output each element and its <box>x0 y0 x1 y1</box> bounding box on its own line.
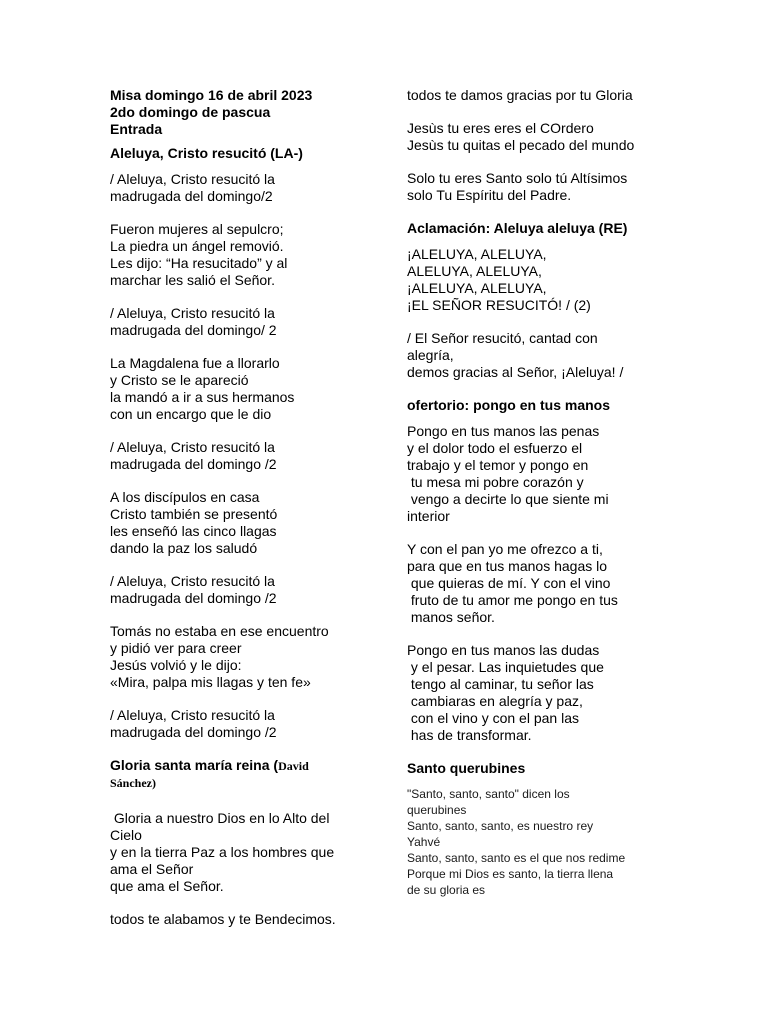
section-heading: Aclamación: Aleluya aleluya (RE) <box>407 220 628 236</box>
lyric-line: Jesùs tu eres eres el COrdero <box>407 120 594 136</box>
lyric-line: y en la tierra Paz a los hombres que <box>110 844 335 860</box>
section-heading: Santo querubines <box>407 760 526 776</box>
lyric-line: Pongo en tus manos las penas <box>407 423 600 439</box>
lyric-line: fruto de tu amor me pongo en tus <box>407 592 618 608</box>
lyric-line: Solo tu eres Santo solo tú Altísimos <box>407 170 628 186</box>
lyric-line: ¡EL SEÑOR RESUCITÓ! / (2) <box>407 297 591 313</box>
lyrics-stanza <box>407 120 707 154</box>
lyric-line: interior <box>407 508 450 524</box>
left-flow <box>110 145 375 741</box>
left-column <box>110 87 375 944</box>
lyric-line: tu mesa mi pobre corazón y <box>407 474 584 490</box>
lyric-line: Santo, santo, santo es el que nos redime <box>407 851 626 865</box>
lyric-line: / El Señor resucitó, cantad con <box>407 330 598 346</box>
right-flow <box>407 87 707 898</box>
lyric-line: vengo a decirte lo que siente mi <box>407 491 609 507</box>
lyric-line: «Mira, palpa mis llagas y ten fe» <box>110 674 311 690</box>
lyric-line: La piedra un ángel removió. <box>110 238 284 254</box>
lyrics-stanza <box>407 786 707 898</box>
lyric-line: Jesús volvió y le dijo: <box>110 657 242 673</box>
lyric-line: y pidió ver para creer <box>110 640 242 656</box>
lyrics-stanza <box>110 911 375 928</box>
lyric-line: solo Tu Espíritu del Padre. <box>407 187 572 203</box>
lyric-line: alegría, <box>407 347 454 363</box>
lyrics-stanza <box>407 423 707 525</box>
lyrics-stanza <box>110 221 375 289</box>
lyric-line: ¡ALELUYA, ALELUYA, <box>407 280 547 296</box>
lyric-line: Pongo en tus manos las dudas <box>407 642 600 658</box>
lyric-line: madrugada del domingo/2 <box>110 188 273 204</box>
mass-date-title: Misa domingo 16 de abril 2023 <box>110 87 313 103</box>
lyric-line: trabajo y el temor y pongo en <box>407 457 589 473</box>
lyric-line: Tomás no estaba en ese encuentro <box>110 623 329 639</box>
lyrics-stanza <box>110 810 375 895</box>
lyrics-stanza <box>110 439 375 473</box>
document-header <box>110 87 375 138</box>
lyric-line: Santo, santo, santo, es nuestro rey <box>407 819 594 833</box>
lyrics-stanza <box>407 330 707 381</box>
lyrics-stanza <box>110 355 375 423</box>
lyric-line: y el pesar. Las inquietudes que <box>407 659 604 675</box>
lyrics-stanza <box>110 707 375 741</box>
lyric-line: ama el Señor <box>110 861 194 877</box>
lyrics-stanza <box>407 246 707 314</box>
lyric-line: con el vino y con el pan las <box>407 710 579 726</box>
lyric-line: La Magdalena fue a llorarlo <box>110 355 280 371</box>
lyrics-stanza <box>110 305 375 339</box>
lyric-line: Y con el pan yo me ofrezco a ti, <box>407 541 603 557</box>
gloria-author-first: David <box>278 759 309 773</box>
lyric-line: / Aleluya, Cristo resucitó la <box>110 707 275 723</box>
lyric-line: Gloria a nuestro Dios en lo Alto del <box>110 810 330 826</box>
lyric-line: que quieras de mí. Y con el vino <box>407 575 611 591</box>
lyrics-stanza <box>407 541 707 626</box>
gloria-title: Gloria santa maría reina ( <box>110 757 279 773</box>
lyrics-stanza <box>110 489 375 557</box>
lyric-line: Jesùs tu quitas el pecado del mundo <box>407 137 635 153</box>
lyrics-stanza <box>407 642 707 744</box>
lyric-line: Cristo también se presentó <box>110 506 278 522</box>
lyrics-stanza <box>407 87 707 104</box>
lyrics-stanza <box>110 171 375 205</box>
lyrics-stanza <box>110 573 375 607</box>
lyric-line: ¡ALELUYA, ALELUYA, <box>407 246 547 262</box>
lyric-line: manos señor. <box>407 609 495 625</box>
lyric-line: les enseñó las cinco llagas <box>110 523 277 539</box>
liturgical-sunday: 2do domingo de pascua <box>110 104 271 120</box>
lyric-line: tengo al caminar, tu señor las <box>407 676 594 692</box>
lyric-line: / Aleluya, Cristo resucitó la <box>110 305 275 321</box>
lyric-line: / Aleluya, Cristo resucitó la <box>110 171 275 187</box>
lyric-line: la mandó a ir a sus hermanos <box>110 389 295 405</box>
lyric-line: Cielo <box>110 827 142 843</box>
lyric-line: marchar les salió el Señor. <box>110 272 275 288</box>
lyric-line: / Aleluya, Cristo resucitó la <box>110 573 275 589</box>
lyric-line: A los discípulos en casa <box>110 489 260 505</box>
lyric-line: / Aleluya, Cristo resucitó la <box>110 439 275 455</box>
lyric-line: Les dijo: “Ha resucitado” y al <box>110 255 288 271</box>
section-heading: Aleluya, Cristo resucitó (LA-) <box>110 145 303 161</box>
section-entrada: Entrada <box>110 121 163 137</box>
lyric-line: madrugada del domingo /2 <box>110 456 277 472</box>
lyric-line: querubines <box>407 803 467 817</box>
lyric-line: madrugada del domingo/ 2 <box>110 322 277 338</box>
lyric-line: "Santo, santo, santo" dicen los <box>407 787 570 801</box>
gloria-lyrics <box>110 810 375 928</box>
lyric-line: has de transformar. <box>407 727 532 743</box>
lyric-line: madrugada del domingo /2 <box>110 724 277 740</box>
right-column <box>407 87 707 914</box>
lyric-line: Porque mi Dios es santo, la tierra llena <box>407 867 614 881</box>
lyric-line: y el dolor todo el esfuerzo el <box>407 440 583 456</box>
lyric-line: Fueron mujeres al sepulcro; <box>110 221 284 237</box>
lyric-line: madrugada del domingo /2 <box>110 590 277 606</box>
gloria-author-last: Sánchez) <box>110 776 156 790</box>
lyric-line: todos te damos gracias por tu Gloria <box>407 87 633 103</box>
lyric-line: para que en tus manos hagas lo <box>407 558 608 574</box>
section-heading: ofertorio: pongo en tus manos <box>407 397 610 413</box>
lyrics-stanza <box>110 623 375 691</box>
lyric-line: ALELUYA, ALELUYA, <box>407 263 542 279</box>
lyric-line: cambiaras en alegría y paz, <box>407 693 583 709</box>
lyric-line: con un encargo que le dio <box>110 406 272 422</box>
lyrics-stanza <box>407 170 707 204</box>
lyric-line: que ama el Señor. <box>110 878 224 894</box>
lyric-line: todos te alabamos y te Bendecimos. <box>110 911 336 927</box>
lyric-line: de su gloria es <box>407 883 486 897</box>
lyric-line: y Cristo se le apareció <box>110 372 249 388</box>
lyric-line: dando la paz los saludó <box>110 540 258 556</box>
lyric-line: demos gracias al Señor, ¡Aleluya! / <box>407 364 624 380</box>
lyric-line: Yahvé <box>407 835 441 849</box>
gloria-heading <box>110 757 375 791</box>
